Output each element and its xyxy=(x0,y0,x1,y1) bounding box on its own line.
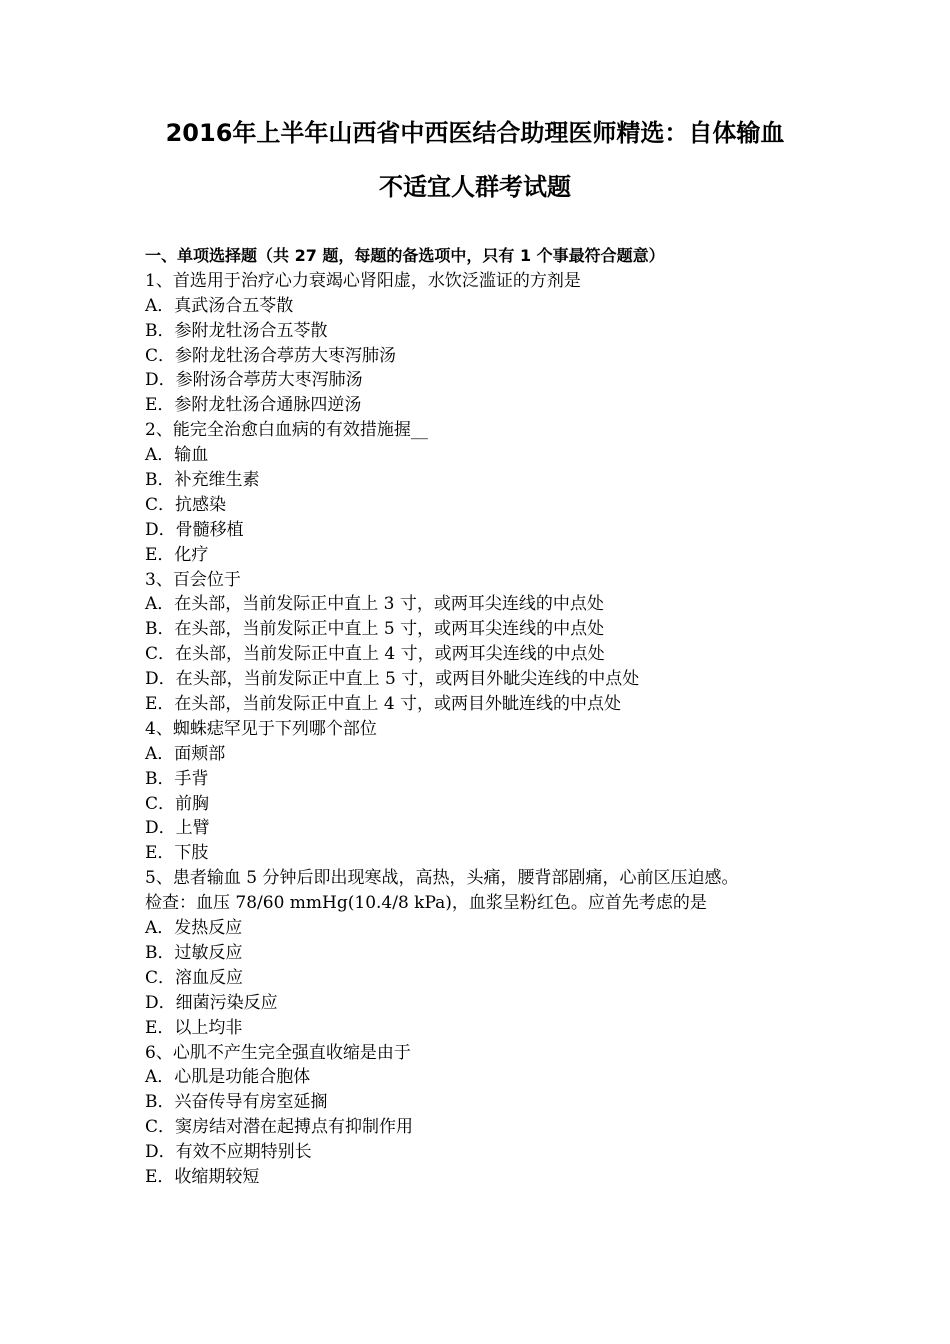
answer-option: B．在头部，当前发际正中直上 5 寸，或两耳尖连线的中点处 xyxy=(145,619,605,640)
answer-option: A．真武汤合五苓散 xyxy=(145,295,294,316)
answer-option: A．心肌是功能合胞体 xyxy=(145,1067,311,1088)
answer-option: B．参附龙牡汤合五苓散 xyxy=(145,320,328,341)
question-stem: 5、患者输血 5 分钟后即出现寒战，高热，头痛，腰背部剧痛，心前区压迫感。 xyxy=(145,868,739,889)
answer-option: B．兴奋传导有房室延搁 xyxy=(145,1092,328,1113)
answer-option: C．前胸 xyxy=(145,793,210,814)
answer-option: D．在头部，当前发际正中直上 5 寸，或两目外眦尖连线的中点处 xyxy=(145,669,640,690)
document-body xyxy=(145,244,825,1190)
question-stem: 2、能完全治愈白血病的有效措施握__ xyxy=(145,420,428,441)
question-stem: 1、首选用于治疗心力衰竭心肾阳虚，水饮泛滥证的方剂是 xyxy=(145,270,581,291)
document-title-line-2: 不适宜人群考试题 xyxy=(379,173,571,201)
question-1 xyxy=(145,269,825,418)
answer-option: C．窦房结对潜在起搏点有抑制作用 xyxy=(145,1117,414,1138)
answer-option: A．面颊部 xyxy=(145,743,226,764)
answer-option: A．输血 xyxy=(145,445,209,466)
answer-option: B．手背 xyxy=(145,768,209,789)
answer-option: D．骨髓移植 xyxy=(145,519,244,540)
answer-option: E．参附龙牡汤合通脉四逆汤 xyxy=(145,395,362,416)
answer-option: E．以上均非 xyxy=(145,1017,243,1038)
answer-option: C．溶血反应 xyxy=(145,967,244,988)
answer-option: D．细菌污染反应 xyxy=(145,992,278,1013)
answer-option: E．化疗 xyxy=(145,544,209,565)
question-3 xyxy=(145,568,825,717)
answer-option: C．参附龙牡汤合葶苈大枣泻肺汤 xyxy=(145,345,397,366)
question-stem-continued: 检查：血压 78/60 mmHg(10.4/8 kPa)，血浆呈粉红色。应首先考虑的是 xyxy=(145,893,707,914)
answer-option: A．发热反应 xyxy=(145,918,243,939)
question-stem: 6、心肌不产生完全强直收缩是由于 xyxy=(145,1042,411,1063)
answer-option: E．下肢 xyxy=(145,843,209,864)
question-stem: 3、百会位于 xyxy=(145,569,241,590)
question-stem: 4、蜘蛛痣罕见于下列哪个部位 xyxy=(145,718,377,739)
answer-option: C．抗感染 xyxy=(145,494,227,515)
answer-option: E．收缩期较短 xyxy=(145,1166,260,1187)
answer-option: D．上臂 xyxy=(145,818,210,839)
answer-option: E．在头部，当前发际正中直上 4 寸，或两目外眦连线的中点处 xyxy=(145,694,622,715)
document-title-line-1: 2016年上半年山西省中西医结合助理医师精选：自体输血 xyxy=(165,119,785,147)
answer-option: C．在头部，当前发际正中直上 4 寸，或两耳尖连线的中点处 xyxy=(145,644,605,665)
answer-option: A．在头部，当前发际正中直上 3 寸，或两耳尖连线的中点处 xyxy=(145,594,604,615)
question-5 xyxy=(145,866,825,1040)
answer-option: D．有效不应期特别长 xyxy=(145,1142,312,1163)
question-6 xyxy=(145,1041,825,1190)
question-2 xyxy=(145,418,825,567)
answer-option: B．补充维生素 xyxy=(145,470,260,491)
answer-option: D．参附汤合葶苈大枣泻肺汤 xyxy=(145,370,363,391)
section-heading: 一、单项选择题（共 27 题，每题的备选项中，只有 1 个事最符合题意） xyxy=(145,246,665,265)
question-4 xyxy=(145,717,825,866)
answer-option: B．过敏反应 xyxy=(145,942,243,963)
